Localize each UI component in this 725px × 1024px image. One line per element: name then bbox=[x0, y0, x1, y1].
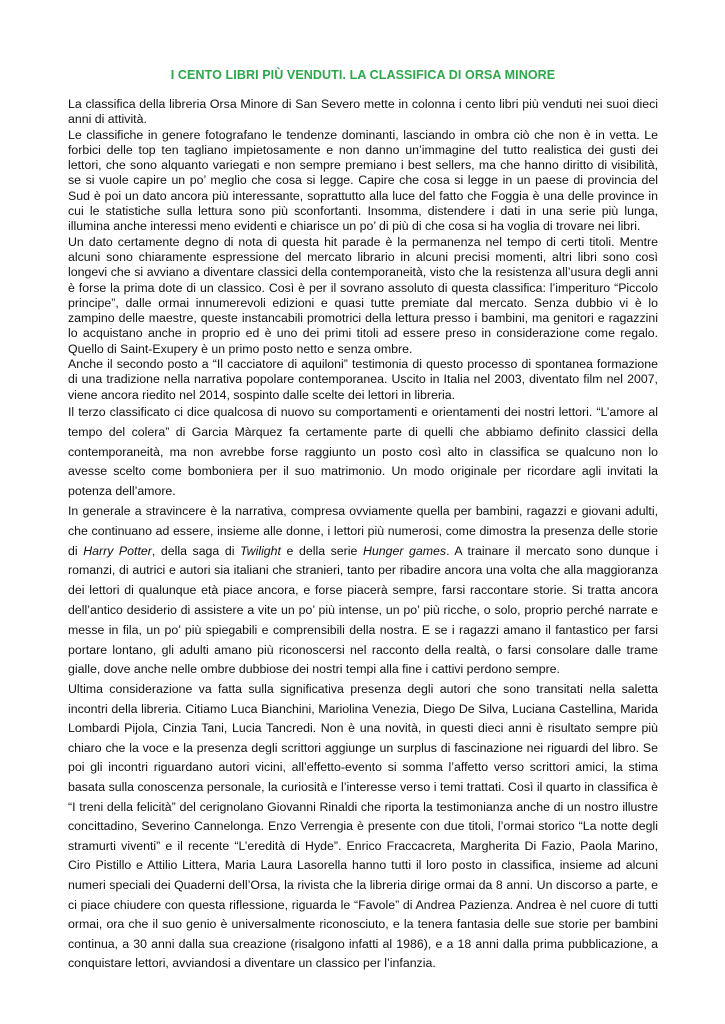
narrativa-text-a: In generale a stravincere è la narrativa, compresa ovviamente quella per bambini, ragazzi e giovani adulti, che continuano ad essere, insieme alle donne, i lettori più numerosi, come dimostra la presenza delle storie di bbox=[68, 503, 658, 558]
twilight-title: Twilight bbox=[240, 543, 281, 558]
paragraph-narrativa bbox=[68, 502, 658, 680]
document-title: I CENTO LIBRI PIÙ VENDUTI. LA CLASSIFICA DI ORSA MINORE bbox=[170, 68, 556, 82]
harry-potter-title: Harry Potter bbox=[83, 543, 152, 558]
paragraph-classifiche: Le classifiche in genere fotografano le tendenze dominanti, lasciando in ombra ciò che non è in vetta. Le forbici delle top ten tagliano impietosamente e non danno un’immagine del tutto realistica dei gusti dei lettori, che sono alquanto variegati e non sempre premiano i best sellers, ma che hanno diritto di visibilità, se si vuole capire un po’ meglio che cosa si legge. Capire che cosa si legge in un paese di provincia del Sud è poi un dato ancora più interessante, soprattutto alla luce del fatto che Foggia è una delle province in cui le statistiche sulla lettura sono più sconfortanti. Insomma, distendere i dati in una serie più lunga, illumina anche interessi meno evidenti e chiarisce un po’ di più di che cosa si ha voglia di trovare nei libri. bbox=[68, 127, 658, 234]
paragraph-terzo-classificato: Il terzo classificato ci dice qualcosa di nuovo su comportamenti e orientamenti dei nostri lettori. “L’amore al tempo del colera” di Garcia Màrquez fa certamente parte di quelli che abbiamo definito classici della contemporaneità, ma non avrebbe forse raggiunto un posto così alto in classifica se qualcuno non lo avesse scelto come bomboniera per il suo matrimonio. Un modo originale per ricordare agli invitati la potenza dell’amore. bbox=[68, 404, 658, 499]
paragraph-permanenza: Un dato certamente degno di nota di questa hit parade è la permanenza nel tempo di certi titoli. Mentre alcuni sono chiaramente espressione del mercato librario in alcuni precisi momenti, altri libri sono così longevi che si avviano a diventare classici della contemporaneità, visto che la resistenza all’usura degli anni è forse la prima dote di un classico. Così è per il sovrano assoluto di questa classifica: l’imperituro “Piccolo principe”, dalle ormai innumerevoli edizioni e quasi tutte premiate dal mercato. Senza dubbio vi è lo zampino delle maestre, queste instancabili promotrici della lettura presso i bambini, ma genitori e ragazzini lo acquistano anche in proprio ed è uno dei primi titoli ad essere preso in considerazione come regalo. Quello di Saint-Exupery è un primo posto netto e senza ombre. bbox=[68, 234, 658, 356]
narrativa-text-b: , della saga di bbox=[151, 543, 241, 558]
paragraph-intro: La classifica della libreria Orsa Minore di San Severo mette in colonna i cento libri più venduti nei suoi dieci anni di attività. bbox=[68, 97, 658, 127]
paragraph-autori: Ultima considerazione va fatta sulla significativa presenza degli autori che sono transitati nella saletta incontri della libreria. Citiamo Luca Bianchini, Mariolina Venezia, Diego De Silva, Luciana Castellina, Marida Lombardi Pijola, Cinzia Tani, Lucia Tancredi. Non è una novità, in questi dieci anni è risultato sempre più chiaro che la voce e la presenza degli scrittori aggiunge un surplus di fascinazione nei riguardi del libro. Se poi gli incontri riguardano autori vicini, all’effetto-evento si somma l’affetto verso scrittori amici, la stima basata sulla conoscenza personale, la curiosità e l’interesse verso i temi trattati. Così il quarto in classifica è “I treni della felicità” del cerignolano Giovanni Rinaldi che riporta la testimonianza anche di un nostro illustre concittadino, Severino Cannelonga. Enzo Verrengia è presente con due titoli, l’ormai storico “La notte degli stramurti viventi” e il recente “L’eredità di Hyde”. Enrico Fraccacreta, Margherita Di Fazio, Paola Marino, Ciro Pistillo e Attilio Littera, Maria Laura Lasorella hanno tutti il loro posto in classifica, insieme ad alcuni numeri speciali dei Quaderni dell’Orsa, la rivista che la libreria dirige ormai da 8 anni. Un discorso a parte, e ci piace chiudere con questa riflessione, riguarda le “Favole” di Andrea Pazienza. Andrea è nel cuore di tutti ormai, ora che il suo genio è universalmente riconosciuto, e la tenera fantasia delle sue storie per bambini continua, a 30 anni dalla sua creazione (risalgono infatti al 1986), e a 18 anni dalla prima pubblicazione, a conquistare lettori, avviandosi a diventare un classico per l’infanzia. bbox=[68, 682, 658, 971]
hunger-games-title: Hunger games bbox=[362, 543, 447, 558]
document-body bbox=[68, 97, 658, 974]
paragraph-secondo-posto: Anche il secondo posto a “Il cacciatore di aquiloni” testimonia di questo processo di spontanea formazione di una tradizione nella narrativa popolare contemporanea. Uscito in Italia nel 2003, diventato film nel 2007, viene ancora riedito nel 2014, sospinto dalle scelte dei lettori in libreria. bbox=[68, 357, 658, 402]
narrativa-text-d: . A trainare il mercato sono dunque i romanzi, di autrici e autori sia italiani che stranieri, tanto per ribadire ancora una volta che alla maggioranza dei lettori di qualunque età piace ancora, e forse piacerà sempre, farsi raccontare storie. Si tratta ancora dell’antico desiderio di assistere a vite un po’ più intense, un po’ più ricche, o solo, proprio perché narrate e messe in fila, un po’ più spiegabili e comprensibili della nostra. E se i ragazzi amano il fantastico per farsi portare lontano, gli adulti amano più riconoscersi nel racconto della realtà, o farsi consolare dalle trame gialle, dove anche nelle ombre dubbiose dei nostri tempi alla fine i cattivi perdono sempre. bbox=[68, 543, 658, 677]
narrativa-text-c: e della serie bbox=[280, 543, 363, 558]
